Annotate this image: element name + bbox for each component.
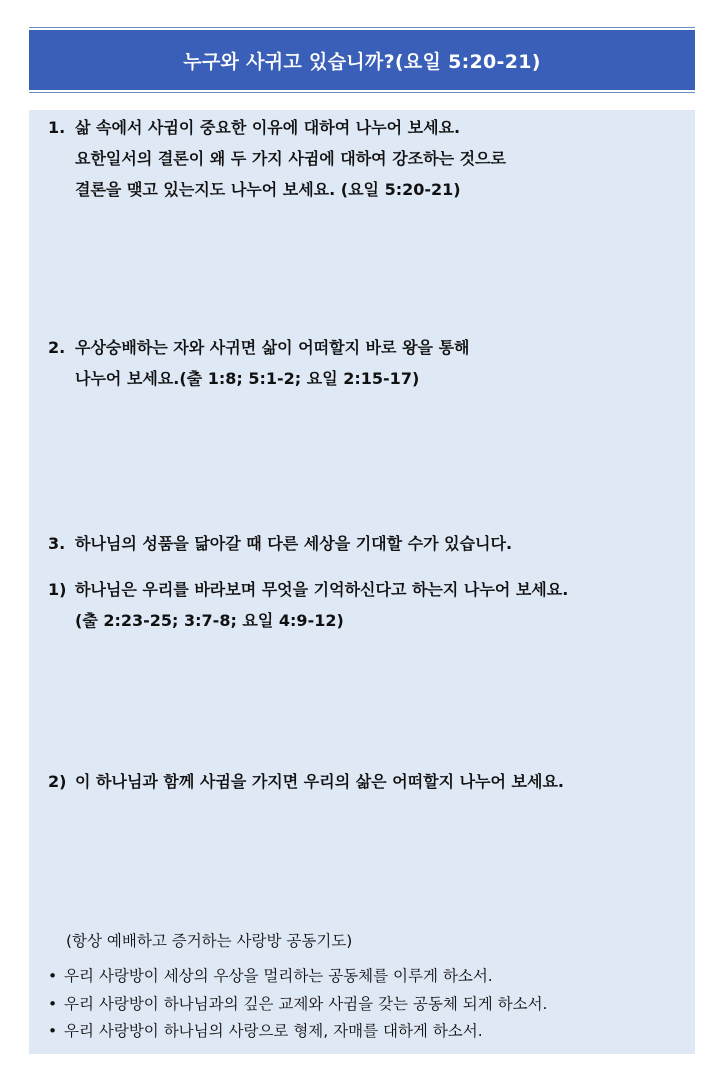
page-title-text: 누구와 사귀고 있습니까?(요일 5:20-21)	[183, 50, 541, 73]
title-top-rule	[29, 27, 695, 28]
question-number: 1)	[48, 580, 67, 599]
question-3-1	[48, 574, 568, 636]
prayer-list	[48, 963, 548, 1046]
question-1	[48, 112, 506, 205]
question-text: 이 하나님과 함께 사귐을 가지면 우리의 삶은 어떠할지 나누어 보세요.	[75, 772, 564, 791]
question-number: 2.	[48, 338, 66, 357]
page-title	[29, 30, 695, 90]
question-text: 우상숭배하는 자와 사귀면 삶이 어떠할지 바로 왕을 통해	[75, 338, 470, 357]
question-2	[48, 332, 469, 394]
bullet-icon: •	[48, 994, 58, 1013]
question-text: 결론을 맺고 있는지도 나누어 보세요. (요일 5:20-21)	[75, 180, 461, 199]
question-text: 하나님의 성품을 닮아갈 때 다른 세상을 기대할 수가 있습니다.	[75, 534, 513, 553]
prayer-heading: (항상 예배하고 증거하는 사랑방 공동기도)	[66, 932, 353, 950]
prayer-item	[48, 1018, 548, 1046]
title-bottom-rule	[29, 92, 695, 93]
prayer-item-text: 우리 사랑방이 하나님과의 깊은 교제와 사귐을 갖는 공동체 되게 하소서.	[64, 994, 548, 1013]
bullet-icon: •	[48, 967, 58, 985]
question-number: 2)	[48, 772, 67, 791]
bullet-icon: •	[48, 1022, 58, 1040]
question-3	[48, 528, 512, 559]
prayer-item-text: 우리 사랑방이 하나님의 사랑으로 형제, 자매를 대하게 하소서.	[64, 1022, 483, 1040]
question-3-2	[48, 766, 564, 797]
question-text: 나누어 보세요.(출 1:8; 5:1-2; 요일 2:15-17)	[75, 369, 420, 388]
question-text: 요한일서의 결론이 왜 두 가지 사귐에 대하여 강조하는 것으로	[75, 149, 506, 168]
question-text: 삶 속에서 사귐이 중요한 이유에 대하여 나누어 보세요.	[75, 118, 461, 137]
question-number: 3.	[48, 534, 66, 553]
prayer-item	[48, 991, 548, 1019]
prayer-item-text: 우리 사랑방이 세상의 우상을 멀리하는 공동체를 이루게 하소서.	[64, 967, 493, 985]
question-text: 하나님은 우리를 바라보며 무엇을 기억하신다고 하는지 나누어 보세요.	[75, 580, 569, 599]
question-text: (출 2:23-25; 3:7-8; 요일 4:9-12)	[75, 611, 344, 630]
prayer-item	[48, 963, 548, 991]
question-number: 1.	[48, 118, 66, 137]
